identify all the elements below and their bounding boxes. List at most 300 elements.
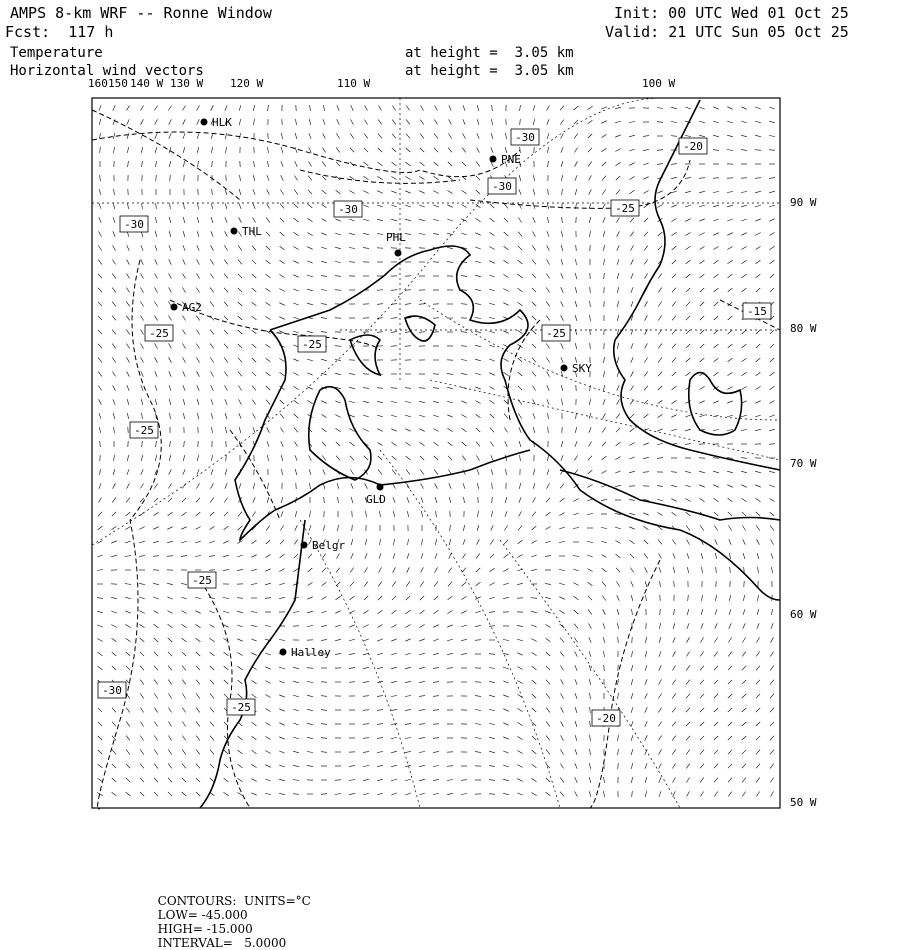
wind-vector (547, 469, 549, 475)
wind-vector (615, 457, 620, 460)
wind-vector (419, 388, 425, 389)
wind-vector (433, 429, 438, 432)
graticule-line (380, 450, 560, 808)
wind-vector (461, 794, 467, 795)
wind-vector (224, 680, 228, 684)
wind-vector (504, 428, 507, 433)
wind-vector (629, 135, 635, 137)
wind-vector (195, 527, 200, 530)
wind-vector (561, 455, 563, 461)
wind-vector (252, 512, 255, 517)
wind-vector (349, 233, 355, 235)
wind-vector (380, 511, 381, 517)
wind-vector (377, 779, 383, 781)
wind-vector (450, 525, 451, 531)
wind-vector (293, 780, 299, 781)
wind-vector (657, 513, 662, 516)
wind-vector (546, 274, 549, 279)
wind-vector (617, 231, 620, 236)
wind-vector (448, 134, 451, 139)
lon-label-120w: 120 W (230, 77, 263, 90)
wind-vector (532, 246, 535, 251)
wind-vector (433, 682, 439, 683)
wind-vector (686, 778, 689, 783)
wind-vector (475, 625, 481, 626)
wind-vector (114, 455, 115, 461)
wind-vector (296, 119, 297, 125)
wind-vector (239, 119, 240, 125)
wind-vector (98, 526, 103, 530)
wind-vector (294, 232, 299, 235)
wind-vector (672, 330, 676, 335)
wind-vector (700, 330, 704, 334)
wind-vector (435, 497, 437, 503)
wind-vector (223, 541, 228, 544)
wind-vector (391, 738, 397, 739)
wind-vector (253, 105, 254, 111)
wind-vector (266, 554, 271, 557)
coastline-path (235, 330, 320, 540)
wind-vector (211, 105, 214, 110)
wind-vector (674, 609, 675, 615)
wind-vector (533, 105, 535, 111)
wind-vector (212, 427, 213, 433)
wind-vector (587, 514, 593, 515)
wind-vector (433, 219, 439, 221)
wind-vector (140, 792, 144, 796)
wind-vector (433, 779, 439, 780)
wind-vector (169, 357, 172, 362)
wind-vector (547, 259, 550, 264)
contour-label (98, 682, 126, 698)
wind-vector (505, 441, 508, 446)
wind-vector (210, 722, 214, 727)
wind-vector (589, 189, 592, 194)
wind-vector (756, 694, 760, 698)
wind-vector (182, 316, 185, 321)
wind-vector (503, 653, 509, 654)
wind-vector (377, 667, 383, 668)
wind-vector (252, 400, 255, 405)
wind-vector (141, 357, 144, 362)
wind-vector (251, 764, 256, 767)
wind-vector (743, 623, 746, 628)
wind-vector (561, 357, 563, 363)
wind-vector (252, 218, 255, 223)
wind-vector (197, 217, 199, 223)
wind-vector (293, 737, 299, 739)
wind-vector (377, 429, 382, 432)
wind-vector (588, 596, 592, 600)
wind-vector (293, 612, 299, 613)
wind-vector (560, 652, 564, 657)
wind-vector (672, 358, 676, 362)
wind-vector (168, 722, 171, 727)
wind-vector (461, 625, 467, 627)
lon-label-110w: 110 W (337, 77, 370, 90)
wind-vector (630, 540, 635, 544)
wind-vector (169, 371, 171, 376)
wind-vector (113, 217, 115, 223)
wind-vector (184, 441, 185, 447)
wind-vector (644, 273, 647, 278)
wind-vector (715, 623, 718, 628)
wind-vector (546, 666, 550, 670)
wind-vector (503, 289, 508, 292)
wind-vector (321, 332, 327, 333)
wind-vector (518, 722, 523, 725)
wind-vector (489, 331, 495, 333)
wind-vector (98, 274, 102, 279)
wind-vector (688, 595, 689, 601)
wind-vector (547, 399, 549, 405)
wind-vector (713, 485, 718, 488)
wind-vector (238, 750, 243, 754)
wind-vector (224, 764, 228, 768)
wind-vector (447, 793, 453, 794)
wind-vector (491, 455, 493, 460)
wind-vector (125, 624, 130, 627)
wind-vector (630, 414, 634, 418)
wind-vector (672, 512, 677, 516)
wind-vector (756, 722, 760, 726)
wind-vector (727, 121, 733, 123)
wind-vector (518, 274, 523, 278)
wind-vector (169, 231, 171, 237)
wind-vector (602, 582, 606, 586)
wind-vector (560, 484, 564, 489)
wind-vector (630, 554, 634, 558)
wind-vector (238, 680, 243, 684)
wind-vector (210, 652, 215, 656)
wind-vector (295, 525, 298, 530)
wind-vector (198, 161, 199, 167)
wind-vector (170, 175, 171, 181)
wind-vector (433, 388, 439, 389)
field-temperature: Temperature (10, 44, 103, 62)
wind-vector (560, 624, 565, 628)
wind-vector (531, 611, 537, 612)
wind-vector (391, 177, 396, 180)
wind-vector (644, 218, 648, 222)
wind-vector (420, 596, 424, 600)
wind-vector (757, 609, 759, 615)
wind-vector (589, 623, 592, 628)
wind-vector (741, 192, 747, 193)
wind-vector (742, 498, 747, 501)
wind-vector (155, 371, 157, 376)
wind-vector (574, 455, 577, 460)
wind-vector (714, 666, 718, 671)
wind-vector (700, 498, 705, 501)
wind-vector (307, 723, 313, 724)
wind-vector (377, 415, 383, 417)
wind-vector (645, 665, 647, 671)
wind-vector (561, 231, 562, 237)
wind-vector (462, 568, 466, 573)
wind-vector (685, 415, 691, 417)
wind-vector (419, 415, 425, 417)
wind-vector (154, 694, 157, 699)
height-temperature: at height = 3.05 km (405, 44, 574, 62)
wind-vector (447, 668, 453, 669)
wind-vector (335, 373, 341, 374)
wind-vector (126, 764, 130, 768)
wind-vector (337, 105, 339, 111)
wind-vector (126, 638, 131, 642)
wind-vector (616, 218, 619, 223)
wind-vector (435, 539, 436, 545)
wind-vector (658, 540, 662, 545)
wind-vector (433, 752, 439, 753)
wind-vector (462, 596, 467, 599)
wind-vector (155, 217, 156, 223)
wind-vector (349, 625, 355, 627)
wind-vector (280, 414, 284, 419)
wind-vector (713, 135, 719, 136)
wind-vector (503, 695, 509, 697)
wind-vector (268, 147, 269, 153)
wind-vector (755, 107, 761, 109)
wind-vector (644, 260, 647, 265)
wind-vector (393, 567, 396, 572)
coastline (200, 100, 780, 808)
wind-vector (658, 288, 661, 293)
wind-vector (322, 414, 327, 417)
wind-vector (518, 218, 521, 223)
wind-vector (113, 385, 116, 390)
wind-vector (379, 553, 381, 559)
wind-vector (419, 710, 425, 711)
wind-vector (181, 583, 187, 584)
wind-vector (140, 694, 143, 699)
wind-vector (279, 723, 284, 726)
wind-vector (391, 653, 397, 655)
wind-vector (293, 317, 299, 319)
wind-vector (406, 610, 411, 614)
wind-vector (224, 260, 227, 265)
wind-vector (475, 318, 481, 319)
wind-vector (588, 134, 592, 138)
wind-vector (602, 428, 605, 433)
wind-vector (547, 455, 548, 461)
wind-vector (98, 344, 102, 348)
wind-vector (321, 219, 326, 222)
wind-vector (658, 708, 661, 713)
wind-vector (420, 442, 425, 445)
wind-vector (127, 147, 128, 153)
wind-vector (617, 287, 618, 293)
wind-vector (182, 778, 186, 782)
wind-vector (196, 316, 199, 321)
wind-vector (349, 262, 355, 263)
wind-vector (573, 499, 578, 502)
wind-vector (449, 105, 451, 110)
wind-vector (168, 106, 171, 111)
wind-vector (405, 415, 411, 417)
wind-vector (419, 724, 425, 725)
wind-vector (728, 358, 733, 362)
wind-vector (307, 400, 312, 403)
wind-vector (211, 413, 212, 419)
wind-vector (575, 427, 577, 433)
wind-vector (503, 331, 508, 334)
wind-vector (112, 526, 117, 529)
wind-vector (113, 133, 115, 139)
wind-vector (140, 624, 145, 627)
wind-vector (420, 162, 425, 166)
wind-vector (604, 651, 605, 657)
wind-vector (603, 203, 606, 208)
wind-vector (714, 512, 718, 516)
wind-vector (321, 247, 327, 249)
wind-vector (756, 666, 760, 671)
wind-vector (337, 119, 340, 124)
wind-vector (658, 386, 662, 390)
wind-vector (293, 373, 298, 376)
wind-vector (770, 526, 774, 531)
wind-vector (407, 483, 410, 488)
wind-vector (239, 413, 241, 419)
wind-vector (127, 371, 130, 376)
wind-vector (126, 512, 131, 516)
wind-vector (406, 596, 410, 600)
wind-vector (293, 359, 298, 361)
lat-label-90w: 90 W (790, 196, 817, 209)
wind-vector (576, 413, 577, 419)
wind-vector (350, 596, 355, 600)
wind-vector (672, 722, 676, 727)
wind-vector (741, 430, 747, 431)
wind-vector (545, 584, 551, 585)
wind-vector (532, 260, 536, 265)
wind-vector (419, 779, 425, 781)
wind-vector (154, 106, 157, 111)
wind-vector (727, 192, 733, 193)
wind-vector (197, 245, 199, 250)
wind-vector (671, 107, 677, 109)
wind-vector (755, 219, 761, 221)
wind-vector (335, 247, 341, 248)
wind-vector (476, 190, 480, 194)
wind-vector (309, 455, 312, 460)
wind-vector (168, 316, 171, 321)
wind-vector (447, 415, 452, 417)
wind-vector (601, 471, 606, 474)
wind-vector (141, 133, 143, 139)
wind-vector (225, 399, 227, 404)
wind-vector (757, 553, 759, 559)
wind-vector (182, 666, 186, 671)
wind-vector (377, 219, 383, 220)
wind-vector (674, 581, 675, 587)
wind-vector (112, 498, 116, 503)
wind-vector (448, 162, 452, 166)
wind-vector (393, 511, 394, 517)
wind-vector (169, 273, 172, 278)
wind-vector (154, 624, 159, 627)
wind-vector (253, 483, 254, 489)
wind-vector (714, 498, 719, 501)
wind-vector (183, 161, 184, 167)
wind-vector (574, 624, 578, 629)
wind-vector (293, 667, 299, 668)
contour-label (298, 336, 326, 352)
wind-vector (448, 568, 451, 573)
wind-vector (265, 779, 271, 781)
wind-vector (489, 611, 495, 612)
wind-vector (742, 512, 746, 516)
wind-vector (321, 597, 326, 600)
wind-vector (631, 273, 633, 278)
wind-vector (548, 189, 549, 195)
wind-vector (127, 385, 129, 391)
wind-vector (112, 274, 116, 279)
svg-text:-25: -25 (546, 327, 566, 340)
wind-vector (351, 497, 352, 503)
wind-vector (405, 219, 411, 220)
wind-vector (366, 511, 367, 517)
wind-vector (503, 303, 508, 306)
wind-vector (657, 205, 662, 208)
wind-vector (615, 471, 621, 473)
wind-vector (321, 261, 327, 263)
wind-vector (153, 541, 159, 543)
wind-vector (532, 652, 537, 655)
wind-vector (449, 539, 451, 545)
wind-vector (349, 766, 355, 767)
wind-vector (506, 133, 507, 139)
wind-vector (519, 483, 520, 489)
wind-vector (714, 694, 718, 698)
wind-vector (154, 764, 158, 769)
wind-vector (238, 260, 242, 265)
wind-vector (224, 512, 228, 516)
wind-vector (182, 343, 185, 348)
wind-vector (183, 217, 184, 223)
wind-vector (182, 498, 186, 502)
wind-vector (335, 415, 340, 418)
wind-vector (727, 135, 733, 137)
wind-vector (225, 189, 226, 195)
wind-vector (531, 555, 537, 557)
wind-vector (210, 666, 214, 670)
wind-vector (687, 609, 688, 615)
wind-vector (548, 161, 549, 167)
wind-vector (155, 385, 157, 391)
wind-vector (196, 694, 200, 699)
wind-vector (378, 120, 381, 125)
wind-vector (449, 483, 451, 488)
wind-vector (351, 105, 354, 110)
wind-vector (701, 623, 703, 628)
wind-vector (769, 121, 775, 123)
svg-text:PHL: PHL (386, 231, 406, 244)
ice-rise (309, 387, 371, 480)
wind-vector (727, 219, 733, 221)
wind-vector (644, 554, 648, 559)
wind-vector (99, 203, 101, 209)
wind-vector (700, 680, 704, 684)
wind-vector (573, 583, 578, 586)
wind-vector (405, 191, 410, 193)
wind-vector (562, 399, 563, 405)
wind-vector (154, 680, 158, 685)
wind-vector (419, 401, 425, 402)
wind-vector (575, 763, 577, 769)
wind-vector (685, 499, 690, 502)
wind-vector (280, 246, 285, 250)
